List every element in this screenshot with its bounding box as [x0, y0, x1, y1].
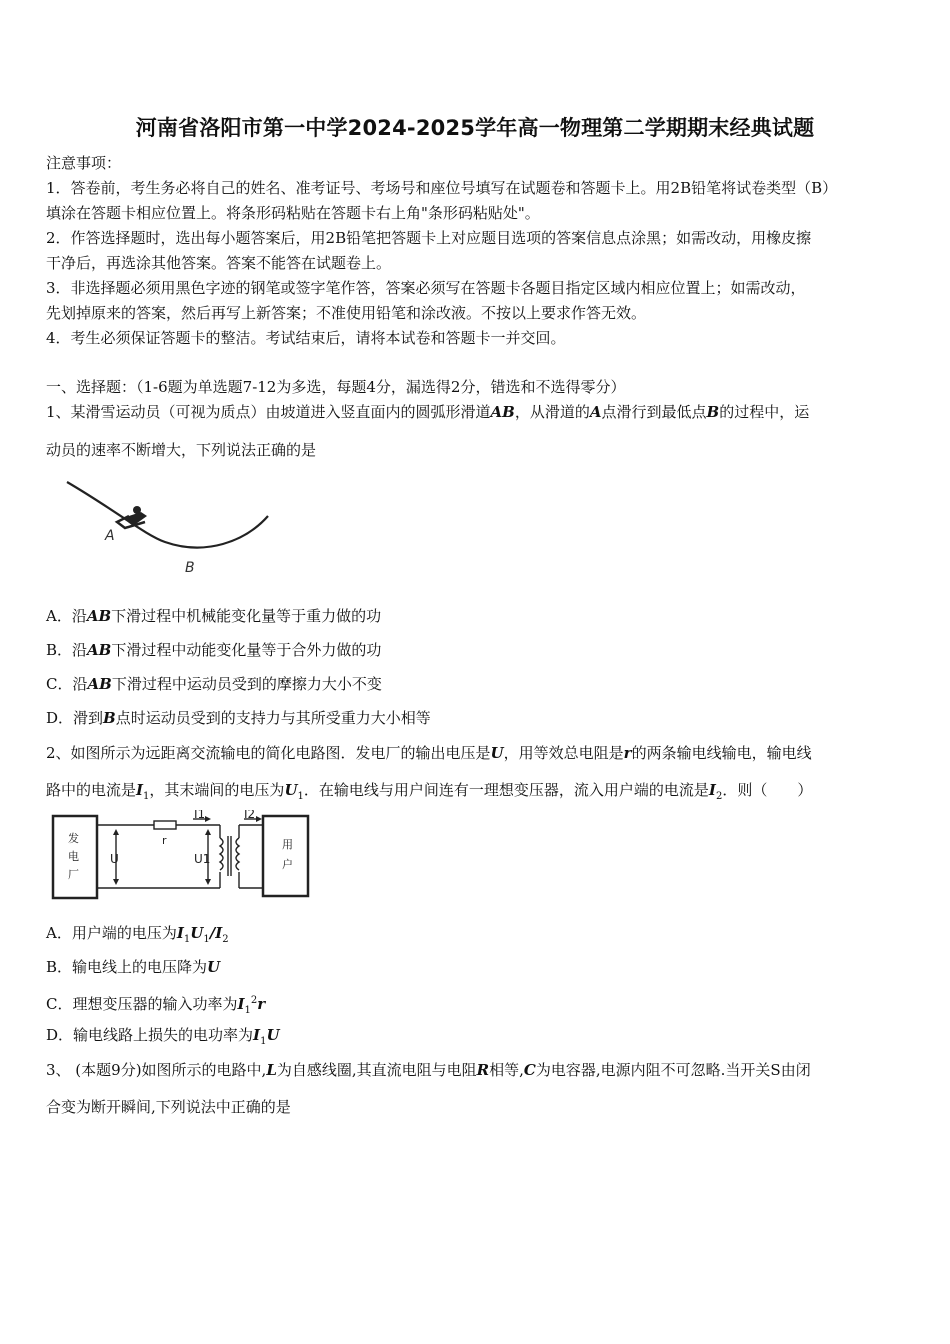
- point-a-label: A: [105, 528, 115, 544]
- q2-option-b: B．输电线上的电压降为U: [46, 958, 221, 976]
- user-label-2: 户: [282, 858, 293, 871]
- q3-stem-line-1: 3、 (本题9分)如图所示的电路中,L为自感线圈,其直流电阻与电阻R相等,C为电容器,电源内阻不可忽略.当开关S由闭: [46, 1061, 811, 1079]
- q2-circuit-figure: [48, 810, 318, 902]
- current-i1-label: I1: [194, 810, 206, 821]
- q1-option-b: B．沿AB下滑过程中动能变化量等于合外力做的功: [46, 641, 382, 659]
- page-title: 河南省洛阳市第一中学2024-2025学年高一物理第二学期期末经典试题: [135, 116, 815, 140]
- notice-heading: 注意事项：: [46, 154, 122, 172]
- q2-option-c: C．理想变压器的输入功率为$I_1^2r$: [46, 995, 266, 1016]
- q1-option-a: A．沿AB下滑过程中机械能变化量等于重力做的功: [46, 607, 382, 625]
- user-box: [263, 816, 308, 896]
- q1-ski-slope-figure: [55, 470, 280, 580]
- notice-line-4: 干净后，再选涂其他答案。答案不能答在试题卷上。: [46, 254, 392, 272]
- voltage-u-label: U: [110, 852, 119, 866]
- q2-stem-line-1: 2、如图所示为远距离交流输电的简化电路图．发电厂的输出电压是U，用等效总电阻是r的两条输电线输电，输电线: [46, 744, 812, 762]
- user-label-1: 用: [282, 838, 293, 851]
- plant-label-1: 发: [68, 832, 79, 845]
- q2-option-d: D．输电线路上损失的电功率为$I_1U$: [46, 1026, 280, 1047]
- notice-line-1: 1．答卷前，考生务必将自己的姓名、准考证号、考场号和座位号填写在试题卷和答题卡上。用2B铅笔将试卷类型（B）: [46, 179, 838, 197]
- plant-label-3: 厂: [68, 868, 79, 881]
- notice-line-6: 先划掉原来的答案，然后再写上新答案；不准使用铅笔和涂改液。不按以上要求作答无效。: [46, 304, 647, 322]
- section-heading: 一、选择题：（1-6题为单选题7-12为多选，每题4分，漏选得2分，错选和不选得零分）: [46, 378, 626, 396]
- resistor-label: r: [162, 834, 167, 847]
- q2-option-a: A．用户端的电压为$I_1U_1/I_2$: [46, 924, 229, 945]
- q1-option-c: C．沿AB下滑过程中运动员受到的摩擦力大小不变: [46, 675, 382, 693]
- q1-option-d: D．滑到B点时运动员受到的支持力与其所受重力大小相等: [46, 709, 431, 727]
- q2-stem-line-2: 路中的电流是$I_1$，其末端间的电压为$U_1$．在输电线与用户间连有一理想变压器，流入用户端的电流是$I_2$．则（ ）: [46, 781, 813, 802]
- q1-stem-line-1: 1、某滑雪运动员（可视为质点）由坡道进入竖直面内的圆弧形滑道AB，从滑道的A点滑行到最低点B的过程中，运: [46, 403, 810, 421]
- q3-stem-line-2: 合变为断开瞬间,下列说法中正确的是: [46, 1098, 291, 1116]
- plant-label-2: 电: [68, 850, 79, 863]
- notice-line-5: 3．非选择题必须用黑色字迹的钢笔或签字笔作答，答案必须写在答题卡各题目指定区域内相应位置上；如需改动，: [46, 279, 806, 297]
- q1-stem-line-2: 动员的速率不断增大，下列说法正确的是: [46, 441, 317, 459]
- primary-coil: [220, 838, 223, 870]
- point-b-label: B: [185, 560, 195, 576]
- notice-line-2: 填涂在答题卡相应位置上。将条形码粘贴在答题卡右上角"条形码粘贴处"。: [46, 204, 540, 222]
- slope-curve: [67, 482, 268, 548]
- notice-line-7: 4．考生必须保证答题卡的整洁。考试结束后，请将本试卷和答题卡一并交回。: [46, 329, 566, 347]
- voltage-u1-label: U1: [194, 852, 211, 866]
- resistor-r: [154, 821, 176, 829]
- notice-line-3: 2．作答选择题时，选出每小题答案后，用2B铅笔把答题卡上对应题目选项的答案信息点涂黑；如需改动，用橡皮擦: [46, 229, 812, 247]
- secondary-coil: [236, 838, 239, 870]
- current-i2-label: I2: [244, 810, 256, 821]
